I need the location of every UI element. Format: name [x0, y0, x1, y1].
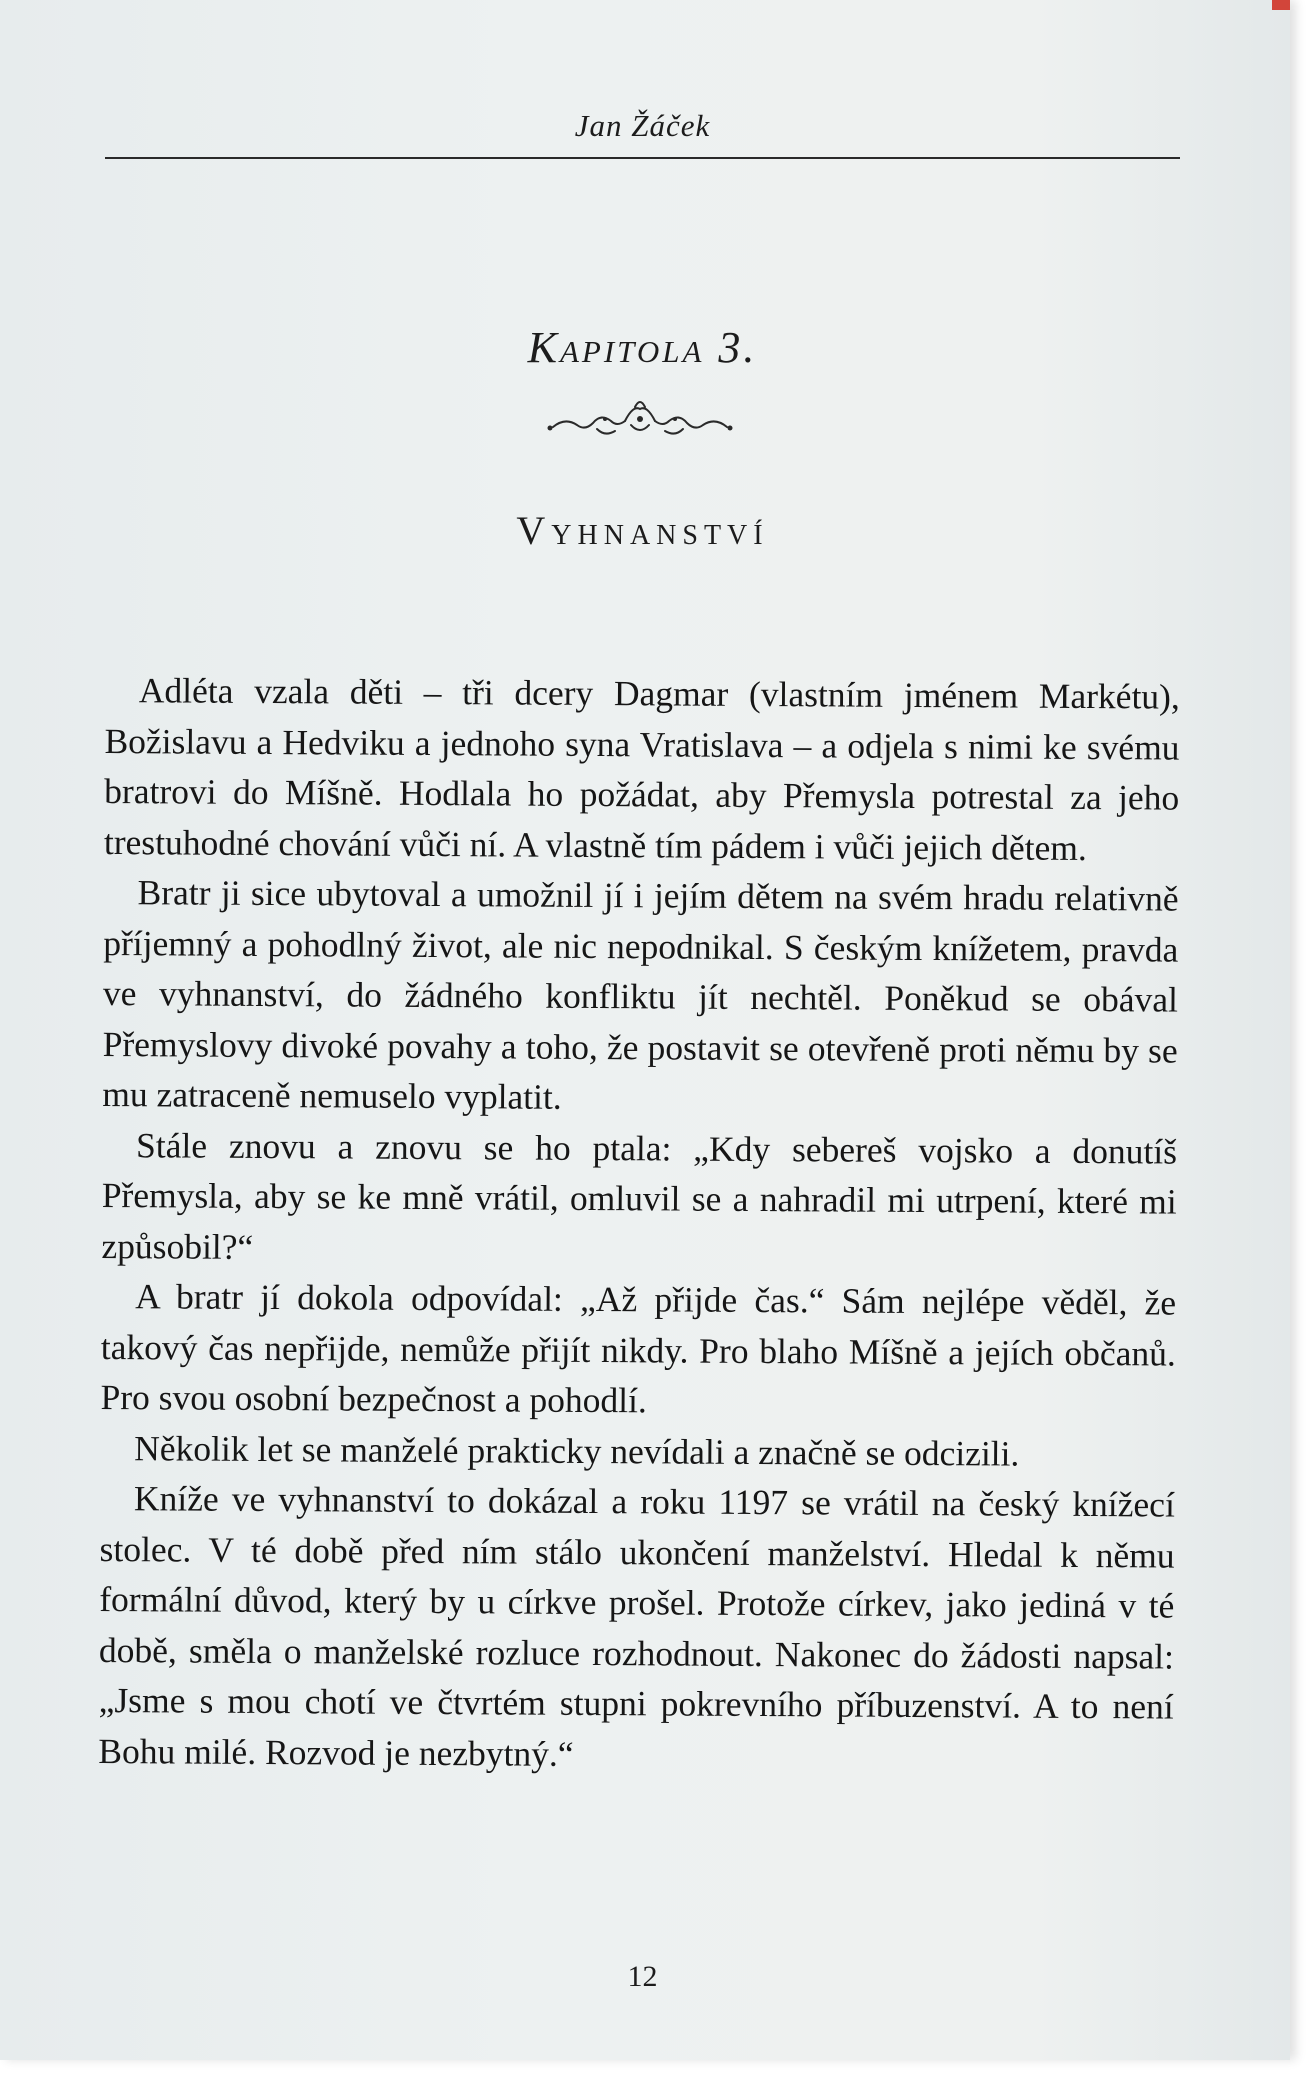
running-head-author: Jan Žáček	[574, 108, 711, 143]
chapter-label: Kapitola 3.	[527, 323, 758, 372]
paragraph: Bratr ji sice ubytoval a umožnil jí i jejím dětem na svém hradu relativně příjemný a pohodlný život, ale nic nepodnikal. S českým knížetem, pravda ve vyhnanství, do žádného konfliktu jít nechtěl. Poněkud se obával Přemyslovy divoké povahy a toho, že postavit se otevřeně proti němu by se mu zatraceně nemuselo vyplatit.	[102, 872, 1179, 1117]
paragraph: Stále znovu a znovu se ho ptala: „Kdy sebereš vojsko a donutíš Přemysla, aby se ke mně vrátil, omluvil se a nahradil mi utrpení, které mi způsobil?“	[101, 1124, 1178, 1267]
page-corner-mark	[1272, 0, 1290, 10]
ornament-flourish-icon	[545, 395, 735, 445]
paragraph: A bratr jí dokola odpovídal: „Až přijde čas.“ Sám nejlépe věděl, že takový čas nepřijde, nemůže přijít nikdy. Pro blaho Míšně a jejích občanů. Pro svou osobní bezpečnost a pohodlí.	[100, 1276, 1177, 1421]
page-number: 12	[627, 1960, 658, 1993]
body-text	[98, 665, 1180, 1783]
header-rule	[105, 157, 1180, 159]
paragraph: Několik let se manželé prakticky nevídali a značně se odcizili.	[134, 1427, 1020, 1474]
paragraph: Adléta vzala děti – tři dcery Dagmar (vlastním jménem Markétu), Božislavu a Hedviku a jednoho syna Vratislava – a odjela s nimi ke svému bratrovi do Míšně. Hodlala ho požádat, aby Přemysla potrestal za jeho trestuhodné chování vůči ní. A vlastně tím pádem i vůči jejich dětem.	[103, 670, 1180, 868]
chapter-title: Vyhnanství	[516, 508, 769, 553]
paragraph: Kníže ve vyhnanství to dokázal a roku 1197 se vrátil na český knížecí stolec. V té době před ním stálo ukončení manželství. Hledal k němu formální důvod, který by u církve prošel. Protože církev, jako jediná v té době, směla o manželské rozluce rozhodnout. Nakonec do žádosti napsal: „Jsme s mou chotí ve čtvrtém stupni pokrevního příbuzenství. A to není Bohu milé. Rozvod je nezbytný.“	[98, 1478, 1176, 1774]
